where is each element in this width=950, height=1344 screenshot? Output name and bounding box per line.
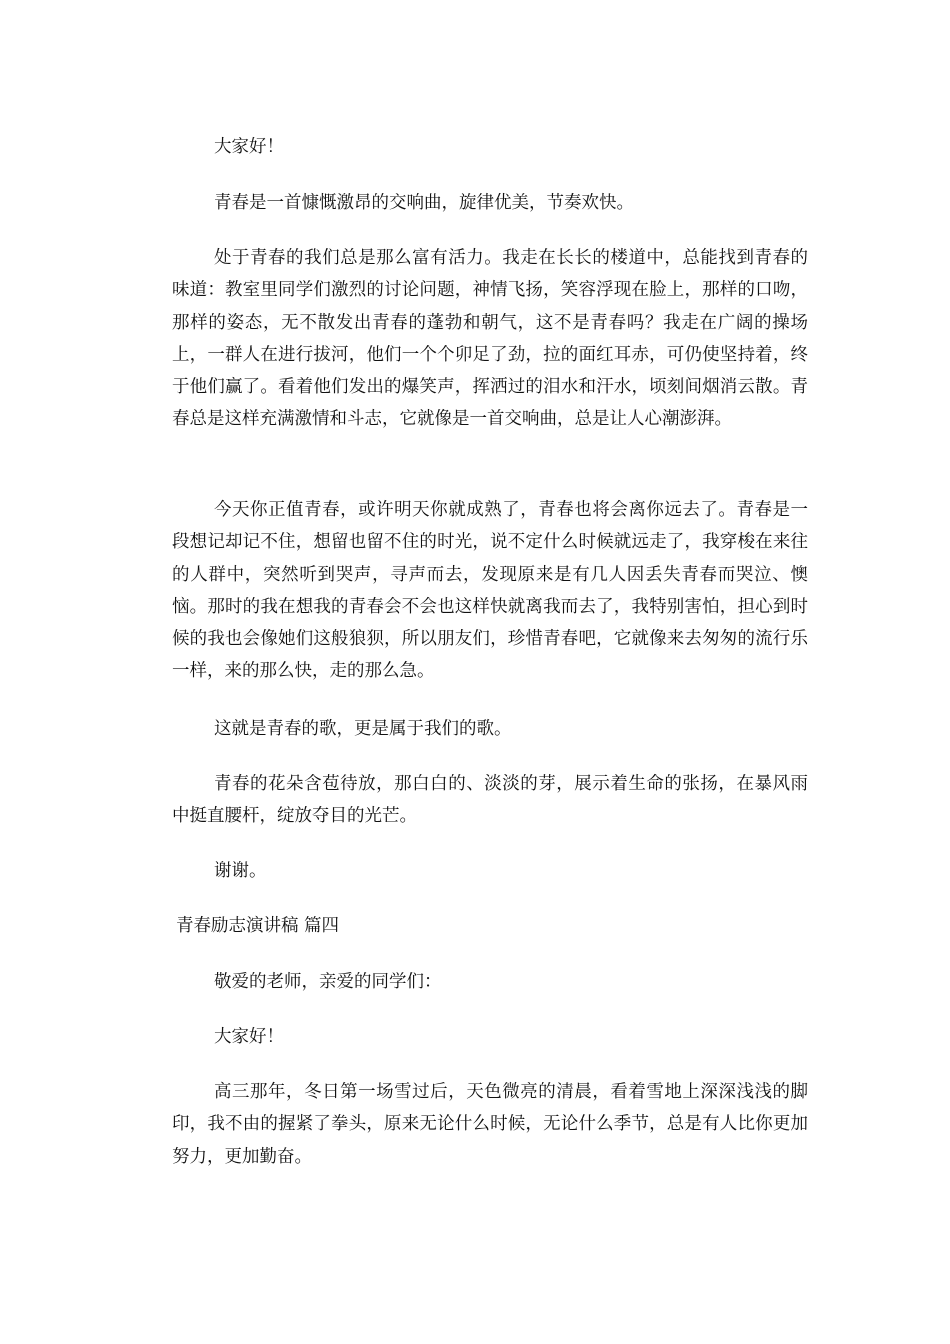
greeting-paragraph-2: 大家好！	[214, 1027, 284, 1047]
vitality-paragraph: 处于青春的我们总是那么富有活力。我走在长长的楼道中，总能找到青春的味道：教室里同学们激烈的讨论问题，神情飞扬，笑容浮现在脸上，那样的口吻，那样的姿态，无不散发出青春的蓬勃和朝气，这不是青春吗？我走在广阔的操场上，一群人在进行拔河，他们一个个卯足了劲，拉的面红耳赤，可仍使坚持着，终于他们赢了。看着他们发出的爆笑声，挥洒过的泪水和汗水，顷刻间烟消云散。青春总是这样充满激情和斗志，它就像是一首交响曲，总是让人心潮澎湃。	[172, 248, 808, 430]
salutation-paragraph: 敬爱的老师，亲爱的同学们：	[214, 972, 442, 992]
thanks-paragraph: 谢谢。	[214, 861, 267, 881]
senior-year-paragraph: 高三那年，冬日第一场雪过后，天色微亮的清晨，看着雪地上深深浅浅的脚印，我不由的握紧了拳头，原来无论什么时候，无论什么季节，总是有人比你更加努力，更加勤奋。	[172, 1082, 808, 1167]
symphony-paragraph: 青春是一首慷慨激昂的交响曲，旋律优美，节奏欢快。	[214, 193, 634, 213]
cherish-youth-paragraph: 今天你正值青春，或许明天你就成熟了，青春也将会离你远去了。青春是一段想记却记不住，想留也留不住的时光，说不定什么时候就远走了，我穿梭在来往的人群中，突然听到哭声，寻声而去，发现原来是有几人因丢失青春而哭泣、懊恼。那时的我在想我的青春会不会也这样快就离我而去了，我特别害怕，担心到时候的我也会像她们这般狼狈，所以朋友们，珍惜青春吧，它就像来去匆匆的流行乐一样，来的那么快，走的那么急。	[172, 500, 808, 682]
flower-paragraph: 青春的花朵含苞待放，那白白的、淡淡的芽，展示着生命的张扬，在暴风雨中挺直腰杆，绽放夺目的光芒。	[172, 774, 808, 827]
section-heading: 青春励志演讲稿 篇四	[176, 916, 340, 936]
song-paragraph: 这就是青春的歌，更是属于我们的歌。	[214, 719, 512, 739]
greeting-paragraph: 大家好！	[214, 137, 284, 157]
